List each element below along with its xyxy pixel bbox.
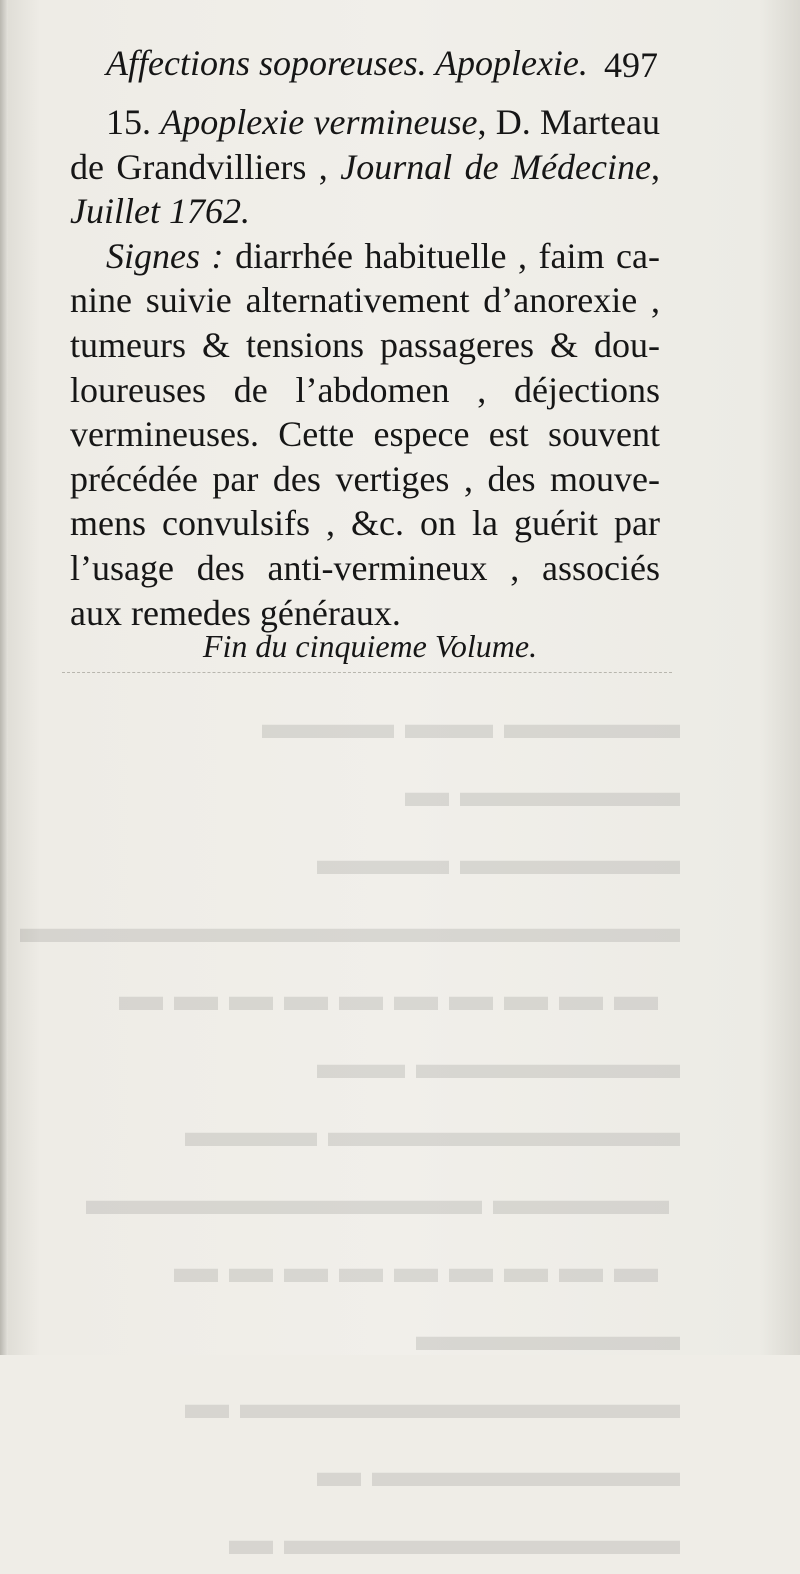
page-header [106, 42, 666, 94]
punctuation: , [651, 146, 660, 187]
text-line: vermineuses. Cette espece est souvent [70, 414, 660, 455]
author-place: de Grandvilliers , [70, 146, 341, 187]
entry-title: Apoplexie vermineuse [160, 102, 478, 142]
text-line: précédée par des vertiges , des mouve- [70, 458, 660, 499]
page-edge-shadow [0, 0, 8, 1355]
entry-author: , D. Marteau [477, 102, 660, 142]
journal-title: Journal de Médecine [340, 146, 651, 187]
text-line: aux remedes généraux. [70, 592, 401, 633]
divider-rule [62, 672, 672, 673]
text-line [70, 234, 660, 279]
running-title: Affections soporeuses. Apoplexie. [106, 43, 588, 83]
text-line [70, 145, 660, 190]
page-number: 497 [604, 45, 658, 85]
end-of-volume-note: Fin du cinquieme Volume. [202, 628, 538, 664]
text-line: mens convulsifs , &c. on la guérit par [70, 503, 660, 544]
body-text [70, 100, 660, 635]
bleed-through-texture: ▬▬▬▬ ▬▬ ▬▬▬ ▬▬▬▬▬ ▬ ▬▬▬▬▬ ▬▬▬ ▬▬▬▬▬▬▬▬▬▬▬▬▬▬▬ ▬ ▬ ▬ ▬ ▬ ▬ ▬ ▬ ▬ ▬ ▬▬▬▬▬▬ ▬▬ ▬▬▬▬▬▬▬▬ ▬▬▬ ▬▬▬▬ ▬▬▬▬▬▬▬▬▬ ▬ ▬ ▬ ▬ ▬ ▬ ▬ ▬ ▬ ▬▬▬▬▬▬ ▬▬▬▬▬▬▬▬▬▬ ▬ ▬▬▬▬▬▬▬ ▬ ▬▬▬▬▬▬▬▬▬ ▬ [20, 699, 680, 1564]
text-line: l’usage des anti-vermineux , associés [70, 547, 660, 588]
text-line: loureuses de l’abdomen , déjections [70, 369, 660, 410]
entry-number: 15. [106, 102, 151, 142]
signes-label: Signes : [106, 235, 224, 276]
citation-date: Juillet 1762. [70, 191, 250, 232]
text-line: nine suivie alternativement d’anorexie , [70, 280, 660, 321]
text-segment: diarrhée habituelle , faim ca- [223, 235, 660, 276]
text-line: tumeurs & tensions passageres & dou- [70, 324, 660, 365]
text-line [70, 100, 660, 145]
